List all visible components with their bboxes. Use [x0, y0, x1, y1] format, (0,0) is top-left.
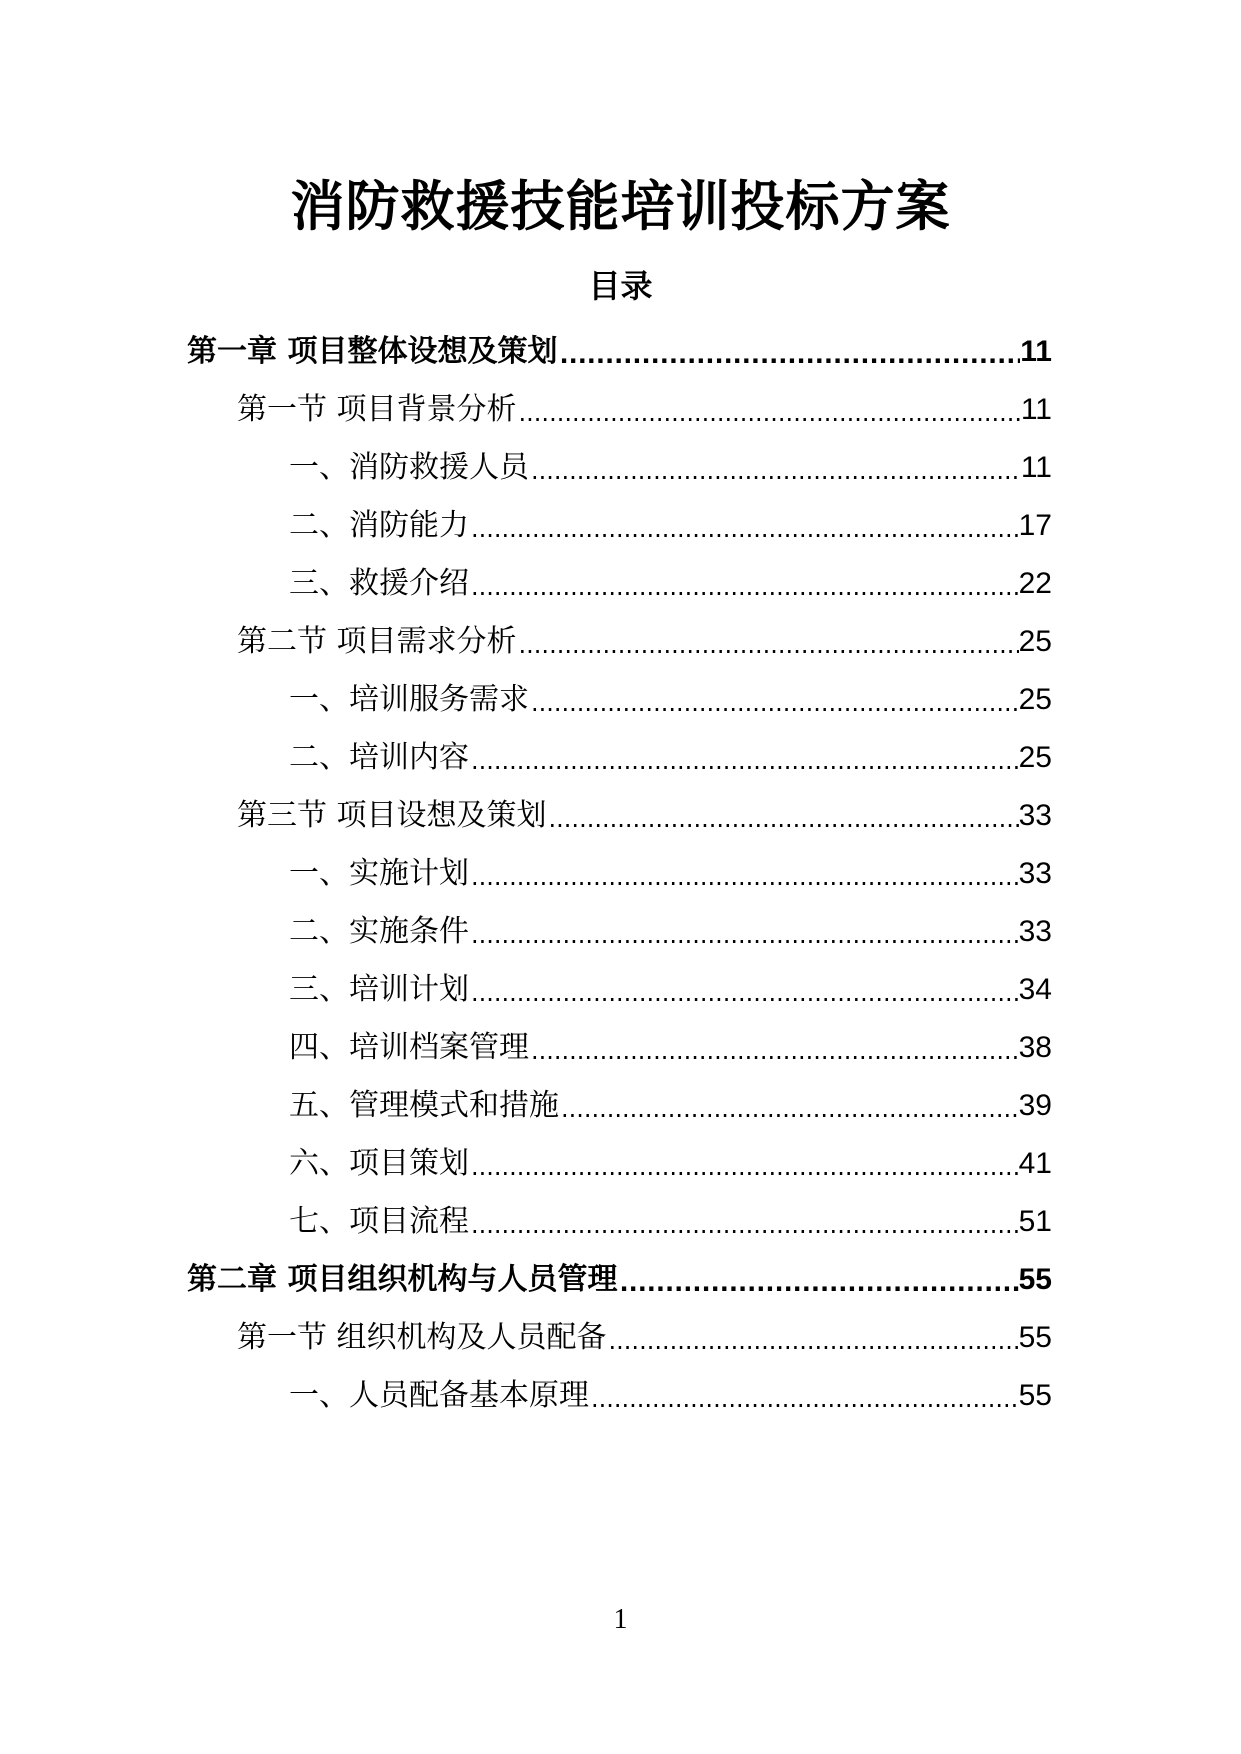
toc-entry[interactable]: [289, 1022, 1052, 1068]
toc-entry-page: 33: [1018, 799, 1052, 832]
toc-dot-leader: [617, 1266, 1018, 1300]
toc-dot-leader: [469, 860, 1019, 894]
toc-entry-label: 一、培训服务需求: [289, 682, 529, 717]
toc-dot-leader: [517, 396, 1021, 430]
toc-entry-page: 41: [1018, 1147, 1052, 1180]
toc-dot-leader: [557, 338, 1020, 372]
toc-dot-leader: [517, 628, 1019, 662]
toc-entry[interactable]: [187, 1254, 1052, 1300]
toc-entry[interactable]: [289, 1080, 1052, 1126]
toc-entry-label: 四、培训档案管理: [289, 1030, 529, 1065]
toc-dot-leader: [607, 1324, 1019, 1358]
toc-entry-page: 17: [1018, 509, 1052, 542]
toc-entry-page: 51: [1018, 1205, 1052, 1238]
toc-entry[interactable]: [237, 1312, 1052, 1358]
toc-dot-leader: [589, 1382, 1019, 1416]
toc-entry[interactable]: [289, 1370, 1052, 1416]
toc-entry-page: 22: [1018, 567, 1052, 600]
toc-entry-label: 一、消防救援人员: [289, 450, 529, 485]
toc-entry[interactable]: [289, 1138, 1052, 1184]
toc-entry-label: 二、培训内容: [289, 740, 469, 775]
toc-entry[interactable]: [289, 1196, 1052, 1242]
toc-entry-page: 25: [1018, 741, 1052, 774]
toc-dot-leader: [469, 1150, 1019, 1184]
toc-entry-label: 七、项目流程: [289, 1204, 469, 1239]
toc-dot-leader: [469, 744, 1019, 778]
toc-entry-label: 第一节 组织机构及人员配备: [237, 1320, 607, 1355]
toc-dot-leader: [469, 976, 1019, 1010]
toc-dot-leader: [529, 1034, 1019, 1068]
toc-entry-label: 二、实施条件: [289, 914, 469, 949]
toc-entry-label: 第三节 项目设想及策划: [237, 798, 547, 833]
toc-entry-page: 11: [1020, 451, 1052, 484]
toc-entry-page: 25: [1018, 625, 1052, 658]
toc-entry-label: 五、管理模式和措施: [289, 1088, 559, 1123]
toc-dot-leader: [469, 918, 1019, 952]
toc-entry[interactable]: [289, 848, 1052, 894]
toc-dot-leader: [547, 802, 1019, 836]
toc-entry-page: 11: [1020, 335, 1052, 368]
toc-entry[interactable]: [289, 732, 1052, 778]
toc-entry-label: 第二节 项目需求分析: [237, 624, 517, 659]
toc-entry-label: 一、人员配备基本原理: [289, 1378, 589, 1413]
toc-entry[interactable]: [237, 384, 1052, 430]
toc-entry-label: 一、实施计划: [289, 856, 469, 891]
toc-entry-page: 55: [1018, 1321, 1052, 1354]
document-title: 消防救援技能培训投标方案: [290, 175, 951, 238]
toc-entry[interactable]: [289, 442, 1052, 488]
toc-entry-label: 第一节 项目背景分析: [237, 392, 517, 427]
toc-entry-label: 三、救援介绍: [289, 566, 469, 601]
toc-entry-page: 39: [1018, 1089, 1052, 1122]
toc-entry[interactable]: [237, 790, 1052, 836]
toc-entry[interactable]: [289, 906, 1052, 952]
toc-entry-page: 33: [1018, 857, 1052, 890]
toc-entry-page: 38: [1018, 1031, 1052, 1064]
toc-dot-leader: [529, 454, 1021, 488]
toc-entry[interactable]: [289, 500, 1052, 546]
toc-entry-page: 55: [1018, 1263, 1052, 1296]
toc-entry-page: 11: [1020, 393, 1052, 426]
toc-entry-label: 第二章 项目组织机构与人员管理: [187, 1262, 618, 1297]
toc-entry[interactable]: [289, 674, 1052, 720]
toc-entry[interactable]: [237, 616, 1052, 662]
toc-entry[interactable]: [289, 558, 1052, 604]
toc-entry-label: 六、项目策划: [289, 1146, 469, 1181]
toc-heading: 目录: [588, 267, 653, 305]
toc-entry[interactable]: [187, 326, 1052, 372]
page-number: 1: [613, 1604, 628, 1635]
toc-dot-leader: [529, 686, 1019, 720]
toc-entry-page: 34: [1018, 973, 1052, 1006]
toc-entry-page: 55: [1018, 1379, 1052, 1412]
toc-entry-label: 第一章 项目整体设想及策划: [187, 334, 558, 369]
toc-dot-leader: [469, 512, 1019, 546]
toc-entry[interactable]: [289, 964, 1052, 1010]
toc-dot-leader: [559, 1092, 1019, 1126]
toc-dot-leader: [469, 570, 1019, 604]
toc-entry-page: 25: [1018, 683, 1052, 716]
toc-entry-label: 二、消防能力: [289, 508, 469, 543]
toc-entry-label: 三、培训计划: [289, 972, 469, 1007]
toc-dot-leader: [469, 1208, 1019, 1242]
toc-entry-page: 33: [1018, 915, 1052, 948]
